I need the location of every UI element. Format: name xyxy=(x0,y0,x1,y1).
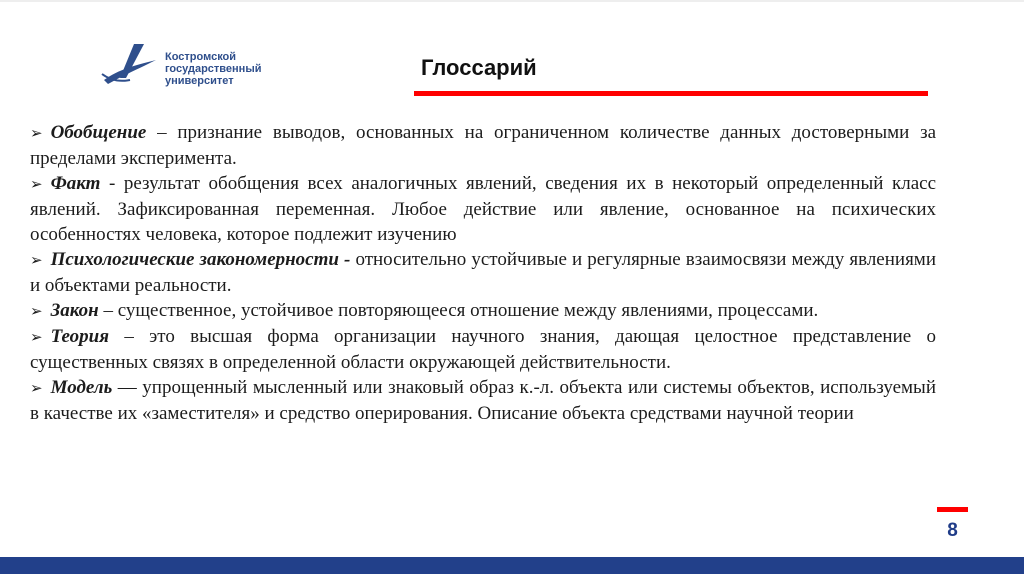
glossary-term: Психологические закономерности - xyxy=(50,249,351,270)
page-title: Глоссарий xyxy=(421,55,537,80)
glossary-term: Обобщение xyxy=(50,122,147,143)
arrow-bullet-icon: ➢ xyxy=(30,328,43,346)
glossary-definition: - результат обобщения всех аналогичных явлений, сведения их в некоторый определенный класс явлений. Зафиксированная переменная. Любое действие или явление, основанное на психических особенностях человека, которое подлежит изучению xyxy=(30,173,937,245)
arrow-bullet-icon: ➢ xyxy=(30,124,43,142)
glossary-term: Теория xyxy=(50,326,110,347)
glossary-item xyxy=(30,375,936,426)
glossary-item xyxy=(30,171,936,247)
logo-emblem-icon xyxy=(100,40,162,88)
glossary-term: Модель xyxy=(50,377,113,398)
footer-bar xyxy=(0,557,1024,574)
university-logo xyxy=(100,40,300,90)
page-number: 8 xyxy=(947,520,958,541)
glossary-list xyxy=(30,120,936,426)
glossary-item xyxy=(30,298,936,324)
glossary-definition: — упрощенный мысленный или знаковый образ к.-л. объекта или системы объектов, используемый в качестве их «заместителя» и средство оперирования. Описание объекта средствами научной теории xyxy=(30,377,936,424)
arrow-bullet-icon: ➢ xyxy=(30,379,43,397)
top-border xyxy=(0,0,1024,2)
glossary-item xyxy=(30,120,936,171)
page-number-marker xyxy=(937,507,968,512)
glossary-definition: – это высшая форма организации научного знания, дающая целостное представление о существенных связях в определенной области окружающей действительности. xyxy=(30,326,936,373)
glossary-term: Закон xyxy=(50,300,99,321)
logo-line-2: государственный xyxy=(165,63,262,75)
glossary-definition: – существенное, устойчивое повторяющееся отношение между явлениями, процессами. xyxy=(103,300,819,321)
logo-line-3: университет xyxy=(165,75,234,87)
glossary-term: Факт xyxy=(50,173,101,194)
glossary-definition: – признание выводов, основанных на ограниченном количестве данных достоверными за пределами эксперимента. xyxy=(30,122,937,169)
title-underline xyxy=(414,91,928,96)
glossary-item xyxy=(30,324,936,375)
arrow-bullet-icon: ➢ xyxy=(30,175,43,193)
glossary-definition: относительно устойчивые и регулярные взаимосвязи между явлениями и объектами реальности. xyxy=(30,249,936,296)
logo-line-1: Костромской xyxy=(165,51,237,63)
arrow-bullet-icon: ➢ xyxy=(30,302,43,320)
glossary-item xyxy=(30,247,936,298)
arrow-bullet-icon: ➢ xyxy=(30,251,43,269)
